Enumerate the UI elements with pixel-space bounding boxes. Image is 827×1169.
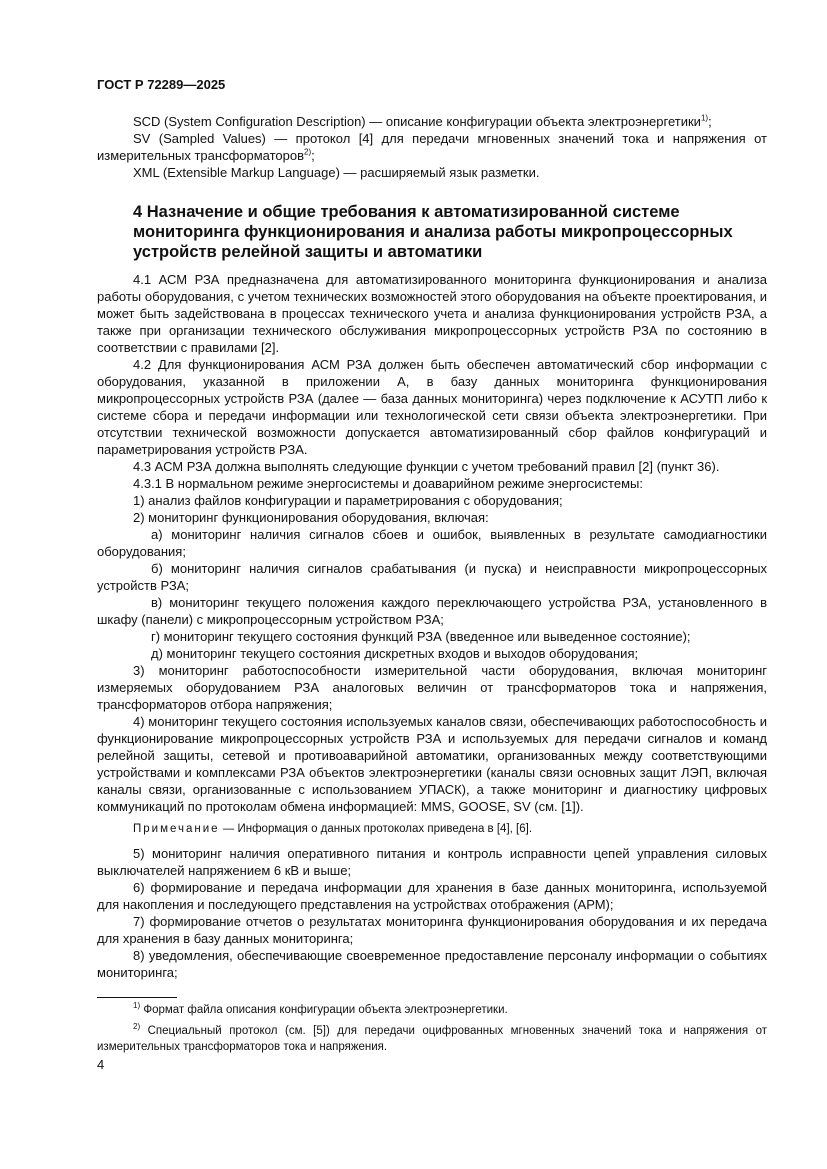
- list-item-8: 8) уведомления, обеспечивающие своевременное предоставление персоналу информации о событиях мониторинга;: [97, 948, 767, 980]
- footnote-ref-1[interactable]: 1): [700, 113, 709, 123]
- list-item-2g: г) мониторинг текущего состояния функций РЗА (введенное или выведенное состояние);: [151, 629, 691, 644]
- abbreviation-xml: XML (Extensible Markup Language) — расширяемый язык разметки.: [133, 165, 540, 180]
- note-text: — Информация о данных протоколах приведена в [4], [6].: [219, 823, 533, 835]
- note-label: Примечание: [133, 823, 220, 835]
- clause-4-2: 4.2 Для функционирования АСМ РЗА должен быть обеспечен автоматический сбор информации с оборудования, указанной в приложении А, в базу данных мониторинга функционирования микропроцессорных устройств РЗА (далее — база данных мониторинга) через подключение к АСУТП либо к системе сбора и передачи информации или технологической сети связи объекта электроэнергетики. При отсутствии технической возможности допускается автоматизированный сбор файлов конфигураций и параметрирования устройств РЗА.: [97, 357, 767, 457]
- list-item-6: 6) формирование и передача информации для хранения в базе данных мониторинга, используемой для накопления и последующего представления на устройствах отображения (АРМ);: [97, 880, 767, 912]
- footnote-divider: [97, 997, 177, 998]
- footnote-2: $^{2)}$ Специальный протокол (см. [5]) для передачи оцифрованных мгновенных значений тока и напряжения от измерительных трансформаторов тока и напряжения.: [97, 1022, 767, 1053]
- footnotes: [97, 1002, 767, 1060]
- abbreviation-sv: SV (Sampled Values) — протокол [4] для передачи мгновенных значений тока и напряжения от измерительных трансформаторов$^{2)}$;: [97, 131, 767, 163]
- list-item-4: 4) мониторинг текущего состояния используемых каналов связи, обеспечивающих работоспособность и функционирование микропроцессорных устройств РЗА и используемых для передачи сигналов и команд релейной защиты, сетевой и противоаварийной автоматики, организованных между соответствующими устройствами и комплексами РЗА объектов электроэнергетики (каналы связи основных защит ЛЭП, включая каналы связи, организованные с использованием УПАСК), а также мониторинг и диагностику цифровых коммуникаций по протоколам обмена информацией: MMS, GOOSE, SV (см. [1]).: [97, 714, 767, 814]
- page-header: ГОСТ Р 72289—2025: [97, 77, 226, 92]
- clause-4-3: 4.3 АСМ РЗА должна выполнять следующие функции с учетом требований правил [2] (пункт 36).: [133, 459, 720, 474]
- page-content: [97, 113, 767, 981]
- list-item-2: 2) мониторинг функционирования оборудования, включая:: [133, 510, 489, 525]
- list-item-2d: д) мониторинг текущего состояния дискретных входов и выходов оборудования;: [151, 646, 639, 661]
- abbreviation-scd: SCD (System Configuration Description) — описание конфигурации объекта электроэнергетики$^{1)}$;: [133, 113, 712, 129]
- list-item-1: 1) анализ файлов конфигурации и параметрирования с оборудования;: [133, 493, 563, 508]
- footnote-1: $^{1)}$ Формат файла описания конфигурации объекта электроэнергетики.: [133, 1001, 508, 1016]
- list-item-5: 5) мониторинг наличия оперативного питания и контроль исправности цепей управления силовых выключателей напряжением 6 кВ и выше;: [97, 846, 767, 878]
- list-item-2a: а) мониторинг наличия сигналов сбоев и ошибок, выявленных в результате самодиагностики оборудования;: [97, 527, 767, 559]
- list-item-2b: б) мониторинг наличия сигналов срабатывания (и пуска) и неисправности микропроцессорных устройств РЗА;: [97, 561, 767, 593]
- footnote-ref-2[interactable]: 2): [304, 147, 312, 157]
- list-item-7: 7) формирование отчетов о результатах мониторинга функционирования оборудования и их передача для хранения в базу данных мониторинга;: [97, 914, 767, 946]
- page-number: 4: [97, 1057, 105, 1072]
- note: [97, 821, 767, 838]
- clause-4-3-1: 4.3.1 В нормальном режиме энергосистемы и доаварийном режиме энергосистемы:: [133, 476, 643, 491]
- list-item-2v: в) мониторинг текущего положения каждого переключающего устройства РЗА, установленного в шкафу (панели) с микропроцессорным устройством РЗА;: [97, 595, 767, 627]
- section-title: 4 Назначение и общие требования к автоматизированной системе мониторинга функционирования и анализа работы микропроцессорных устройств релейной защиты и автоматики: [133, 203, 733, 261]
- list-item-3: 3) мониторинг работоспособности измерительной части оборудования, включая мониторинг измеряемых оборудованием РЗА аналоговых величин от трансформаторов тока и напряжения, трансформаторов отбора напряжения;: [97, 663, 767, 712]
- clause-4-1: 4.1 АСМ РЗА предназначена для автоматизированного мониторинга функционирования и анализа работы оборудования, с учетом технических возможностей этого оборудования на объекте проектирования, и может быть задействована в процессах технического учета и анализа функционирования устройств РЗА, а также при организации технического обслуживания микропроцессорных устройств РЗА по состоянию в соответствии с правилами [2].: [97, 272, 767, 355]
